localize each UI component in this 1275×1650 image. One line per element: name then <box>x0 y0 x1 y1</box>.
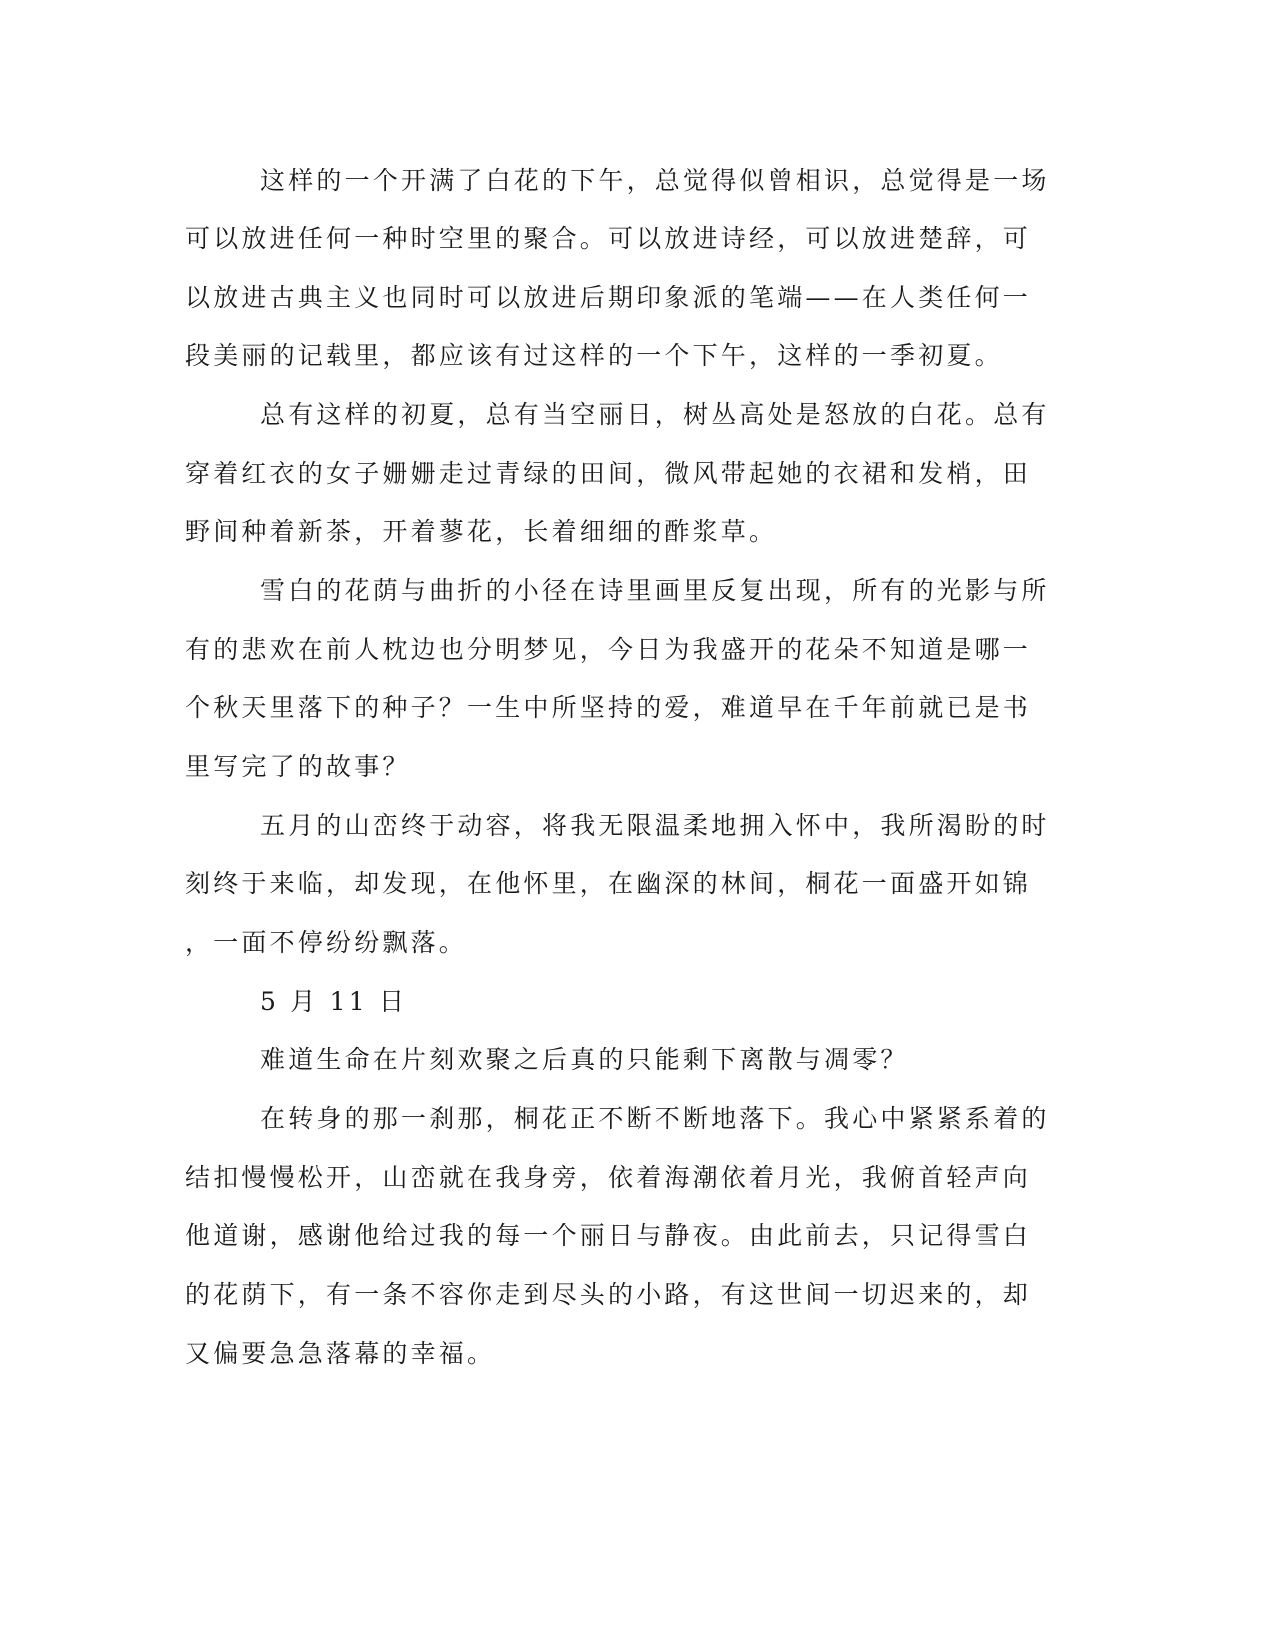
text-line: 里写完了的故事？ <box>185 752 411 781</box>
text-line: 野间种着新茶，开着蓼花，长着细细的酢浆草。 <box>185 517 778 546</box>
text-line: 他道谢，感谢他给过我的每一个丽日与静夜。由此前去，只记得雪白 <box>185 1221 1032 1250</box>
text-line: 在转身的那一刹那，桐花正不断不断地落下。我心中紧紧系着的 <box>260 1104 1050 1133</box>
text-line: 可以放进任何一种时空里的聚合。可以放进诗经，可以放进楚辞，可 <box>185 224 1032 253</box>
text-line: 五月的山峦终于动容，将我无限温柔地拥入怀中，我所渴盼的时 <box>260 811 1050 840</box>
text-line: 有的悲欢在前人枕边也分明梦见，今日为我盛开的花朵不知道是哪一 <box>185 635 1032 664</box>
text-line: 总有这样的初夏，总有当空丽日，树丛高处是怒放的白花。总有 <box>260 400 1050 429</box>
text-line: 结扣慢慢松开，山峦就在我身旁，依着海潮依着月光，我俯首轻声向 <box>185 1163 1032 1192</box>
date-heading: 5 月 11 日 <box>260 987 408 1016</box>
text-line: 雪白的花荫与曲折的小径在诗里画里反复出现，所有的光影与所 <box>260 576 1050 605</box>
text-line: 穿着红衣的女子姗姗走过青绿的田间，微风带起她的衣裙和发梢，田 <box>185 459 1032 488</box>
text-line: 以放进古典主义也同时可以放进后期印象派的笔端——在人类任何一 <box>185 283 1032 312</box>
text-line: 难道生命在片刻欢聚之后真的只能剩下离散与凋零？ <box>260 1045 909 1074</box>
text-line: 的花荫下，有一条不容你走到尽头的小路，有这世间一切迟来的，却 <box>185 1280 1032 1309</box>
text-line: 又偏要急急落幕的幸福。 <box>185 1339 496 1368</box>
text-line: 这样的一个开满了白花的下午，总觉得似曾相识，总觉得是一场 <box>260 166 1050 195</box>
text-line: 个秋天里落下的种子？一生中所坚持的爱，难道早在千年前就已是书 <box>185 693 1032 722</box>
text-line: 段美丽的记载里，都应该有过这样的一个下午，这样的一季初夏。 <box>185 341 1003 370</box>
text-line: ，一面不停纷纷飘落。 <box>185 928 468 957</box>
text-line: 刻终于来临，却发现，在他怀里，在幽深的林间，桐花一面盛开如锦 <box>185 869 1032 898</box>
